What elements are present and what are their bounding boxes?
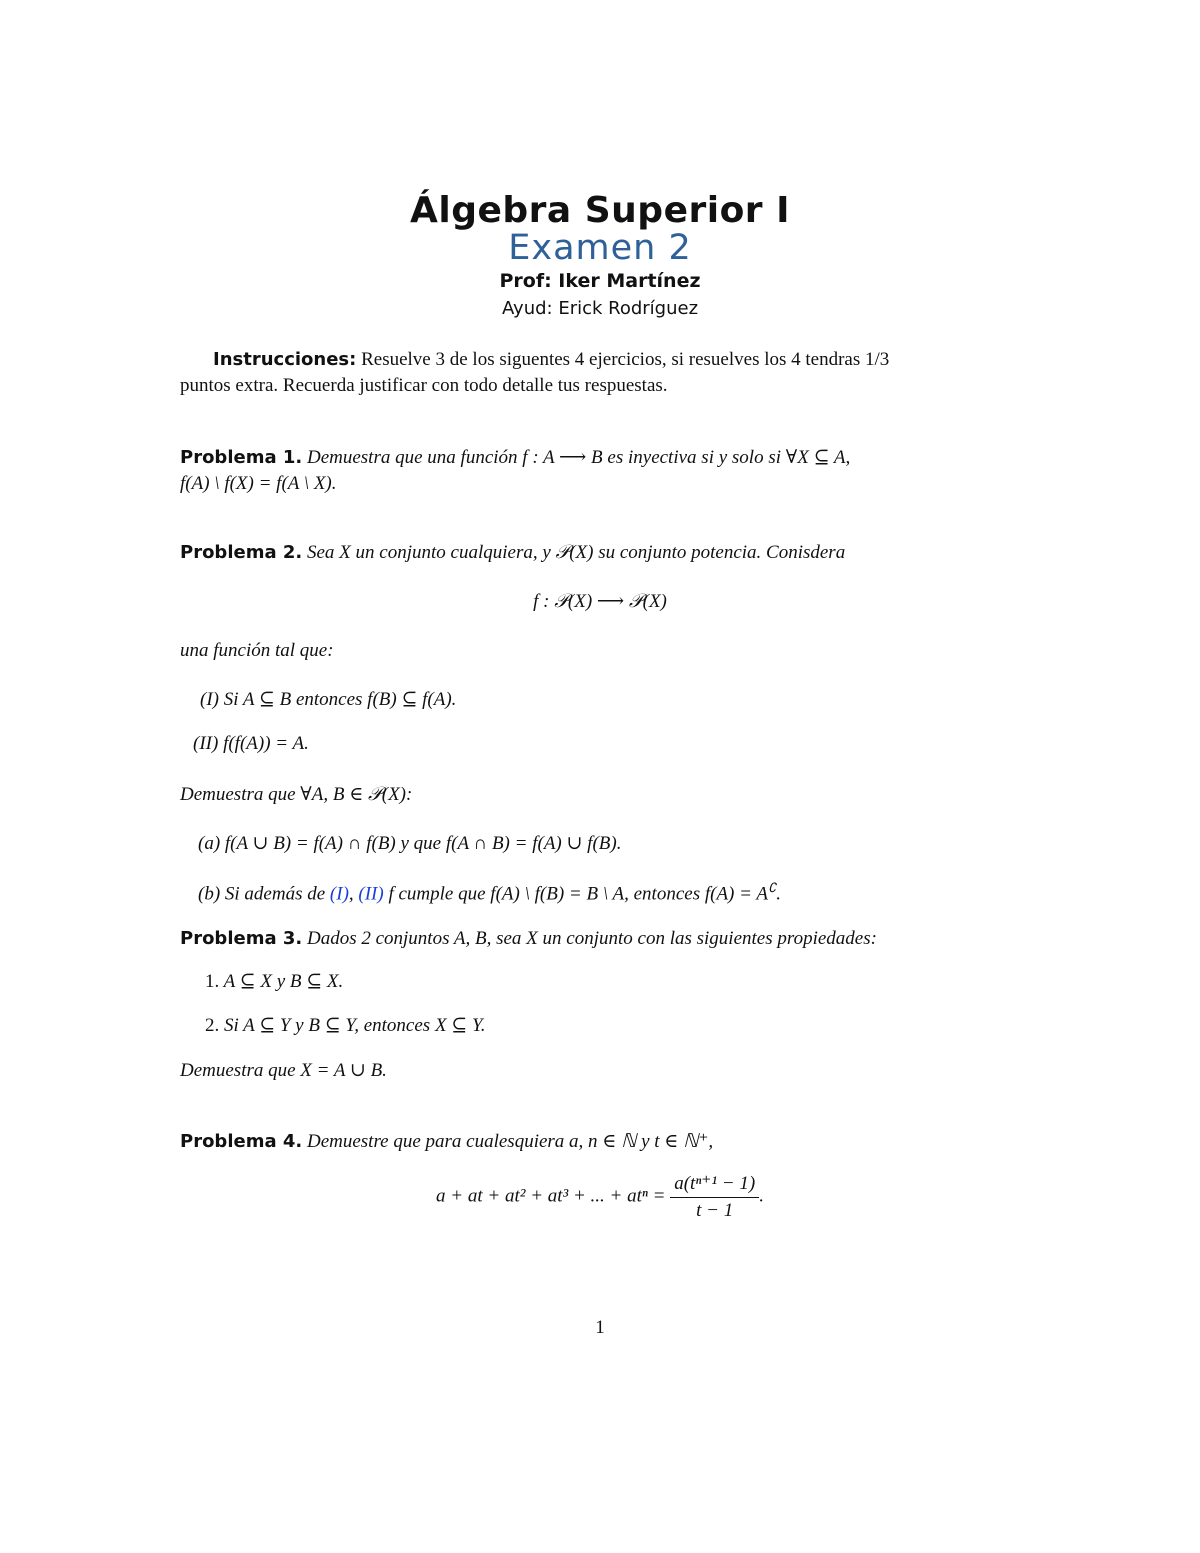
equation-end: . xyxy=(759,1185,764,1207)
professor-name: Prof: Iker Martínez xyxy=(499,270,701,292)
complement-superscript: ∁ xyxy=(767,880,777,895)
problem-2-condition-2 xyxy=(193,731,309,757)
document-title: Álgebra Superior I xyxy=(410,190,790,231)
fraction-numerator: a(tⁿ⁺¹ − 1) xyxy=(670,1172,759,1198)
ref-condition-2-link[interactable]: (II) xyxy=(358,883,384,905)
problem-4-line-1 xyxy=(180,1129,713,1155)
problem-4-equation xyxy=(0,1172,1200,1222)
instructions-text-1: Resuelve 3 de los siguentes 4 ejercicios, si resuelves los 4 tendras 1/3 xyxy=(361,349,890,370)
problem-3-line-1 xyxy=(180,926,877,952)
problem-3-intro: Dados 2 conjuntos A, B, sea X un conjunto con las siguientes propiedades: xyxy=(306,928,877,949)
item-1-text: A ⊆ X y B ⊆ X. xyxy=(223,971,344,992)
fraction-denominator: t − 1 xyxy=(696,1200,734,1221)
problem-2-part-b xyxy=(198,875,781,907)
instructions-line-1 xyxy=(213,347,1043,373)
problem-3-label: Problema 3. xyxy=(180,928,303,949)
part-b-comma: , xyxy=(348,883,354,905)
assistant-name: Ayud: Erick Rodríguez xyxy=(501,298,699,319)
condition-1-text: Si A ⊆ B entonces f(B) ⊆ f(A). xyxy=(223,689,457,710)
problem-1-text-1: Demuestra que una función f : A ⟶ B es inyectiva si y solo si ∀X ⊆ A, xyxy=(306,447,851,468)
instructions-line-2: puntos extra. Recuerda justificar con todo detalle tus respuestas. xyxy=(180,375,668,396)
part-b-post: f cumple que f(A) \ f(B) = B \ A, entonces f(A) = A xyxy=(388,883,768,905)
item-2-text: Si A ⊆ Y y B ⊆ Y, entonces X ⊆ Y. xyxy=(224,1015,486,1036)
problem-2-part-a xyxy=(198,831,621,857)
problem-2-label: Problema 2. xyxy=(180,542,303,563)
page-number: 1 xyxy=(595,1317,605,1338)
part-b-label: (b) xyxy=(198,883,221,905)
condition-2-label: (II) xyxy=(193,733,219,754)
part-a-label: (a) xyxy=(198,833,221,854)
problem-1-line-2: f(A) \ f(X) = f(A \ X). xyxy=(180,473,337,494)
equation-lhs: a + at + at² + at³ + ... + atⁿ = xyxy=(436,1185,666,1207)
ref-condition-1-link[interactable]: (I) xyxy=(329,883,349,905)
problem-2-condition-1 xyxy=(200,687,456,713)
problem-3-demuestra: Demuestra que X = A ∪ B. xyxy=(180,1060,387,1081)
part-a-text: f(A ∪ B) = f(A) ∩ f(B) y que f(A ∩ B) = f(A) ∪ f(B). xyxy=(224,833,622,854)
item-2-label: 2. xyxy=(205,1015,220,1036)
document-subtitle: Examen 2 xyxy=(508,228,692,268)
problem-2-tal-que: una función tal que: xyxy=(180,640,334,661)
part-b-end: . xyxy=(776,883,781,905)
condition-2-text: f(f(A)) = A. xyxy=(223,733,309,754)
part-b-pre: Si además de xyxy=(224,883,326,905)
problem-3-item-2 xyxy=(205,1013,486,1039)
equation-fraction xyxy=(670,1172,759,1222)
instructions-label: Instrucciones: xyxy=(213,349,357,370)
problem-2-line-1 xyxy=(180,540,845,566)
item-1-label: 1. xyxy=(205,971,220,992)
problem-3-item-1 xyxy=(205,969,343,995)
problem-2-intro: Sea X un conjunto cualquiera, y 𝒫(X) su conjunto potencia. Conisdera xyxy=(306,542,846,563)
problem-4-label: Problema 4. xyxy=(180,1131,303,1152)
condition-1-label: (I) xyxy=(200,689,219,710)
problem-1-line-1 xyxy=(180,445,1030,471)
problem-2-demuestra: Demuestra que ∀A, B ∈ 𝒫(X): xyxy=(180,784,413,805)
problem-2-display-equation: f : 𝒫(X) ⟶ 𝒫(X) xyxy=(533,591,667,612)
problem-4-intro: Demuestre que para cualesquiera a, n ∈ ℕ y t ∈ ℕ⁺, xyxy=(306,1131,714,1152)
problem-1-label: Problema 1. xyxy=(180,447,303,468)
